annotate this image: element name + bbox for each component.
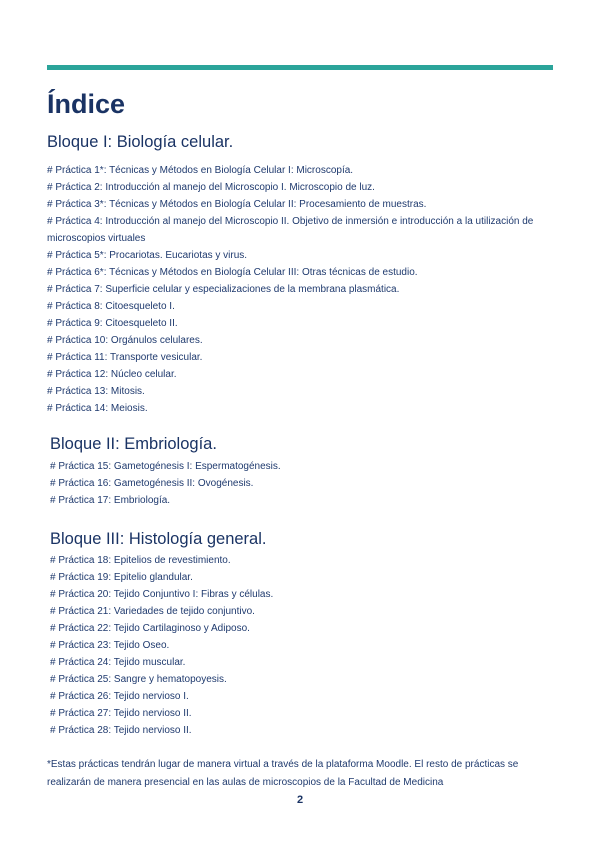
- list-item: # Práctica 6*: Técnicas y Métodos en Biología Celular III: Otras técnicas de estudio.: [47, 267, 418, 278]
- list-item: # Práctica 10: Orgánulos celulares.: [47, 335, 203, 346]
- page-title: Índice: [47, 89, 126, 119]
- list-item: # Práctica 2: Introducción al manejo del Microscopio I. Microscopio de luz.: [47, 182, 375, 193]
- list-item: # Práctica 8: Citoesqueleto I.: [47, 301, 175, 312]
- list-item: # Práctica 14: Meiosis.: [47, 403, 148, 414]
- list-item: # Práctica 19: Epitelio glandular.: [50, 572, 193, 583]
- header-rule: [47, 65, 553, 70]
- list-item: # Práctica 5*: Procariotas. Eucariotas y virus.: [47, 250, 248, 261]
- list-item: # Práctica 16: Gametogénesis II: Ovogénesis.: [50, 478, 254, 489]
- list-item: # Práctica 13: Mitosis.: [47, 386, 145, 397]
- list-item: # Práctica 28: Tejido nervioso II.: [50, 725, 192, 736]
- block-1-list: [47, 162, 542, 417]
- block-2-list: [50, 458, 281, 509]
- list-item: # Práctica 17: Embriología.: [50, 495, 171, 506]
- list-item: # Práctica 4: Introducción al manejo del Microscopio II. Objetivo de inmersión e introducción a la utilización de microscopios virtuales: [47, 216, 534, 244]
- list-item: # Práctica 11: Transporte vesicular.: [47, 352, 203, 363]
- list-item: # Práctica 25: Sangre y hematopoyesis.: [50, 674, 227, 685]
- block-2-heading: Bloque II: Embriología.: [50, 435, 217, 453]
- list-item: # Práctica 26: Tejido nervioso I.: [50, 691, 189, 702]
- list-item: # Práctica 7: Superficie celular y especializaciones de la membrana plasmática.: [47, 284, 400, 295]
- list-item: # Práctica 9: Citoesqueleto II.: [47, 318, 178, 329]
- block-1-heading: Bloque I: Biología celular.: [47, 133, 234, 151]
- list-item: # Práctica 27: Tejido nervioso II.: [50, 708, 192, 719]
- list-item: # Práctica 20: Tejido Conjuntivo I: Fibras y células.: [50, 589, 274, 600]
- list-item: # Práctica 23: Tejido Oseo.: [50, 640, 170, 651]
- list-item: # Práctica 18: Epitelios de revestimiento.: [50, 555, 231, 566]
- list-item: # Práctica 12: Núcleo celular.: [47, 369, 177, 380]
- page-number: 2: [296, 794, 304, 806]
- block-3-heading: Bloque III: Histología general.: [50, 530, 267, 548]
- list-item: # Práctica 15: Gametogénesis I: Espermatogénesis.: [50, 461, 281, 472]
- block-3-list: [50, 552, 273, 739]
- list-item: # Práctica 22: Tejido Cartilaginoso y Adiposo.: [50, 623, 250, 634]
- list-item: # Práctica 21: Variedades de tejido conjuntivo.: [50, 606, 255, 617]
- footnote: *Estas prácticas tendrán lugar de manera virtual a través de la plataforma Moodle. El resto de prácticas se realizarán de manera presencial en las aulas de microscopios de la Facultad de Medicina: [47, 759, 519, 788]
- list-item: # Práctica 3*: Técnicas y Métodos en Biología Celular II: Procesamiento de muestras.: [47, 199, 427, 210]
- list-item: # Práctica 24: Tejido muscular.: [50, 657, 186, 668]
- list-item: # Práctica 1*: Técnicas y Métodos en Biología Celular I: Microscopía.: [47, 165, 354, 176]
